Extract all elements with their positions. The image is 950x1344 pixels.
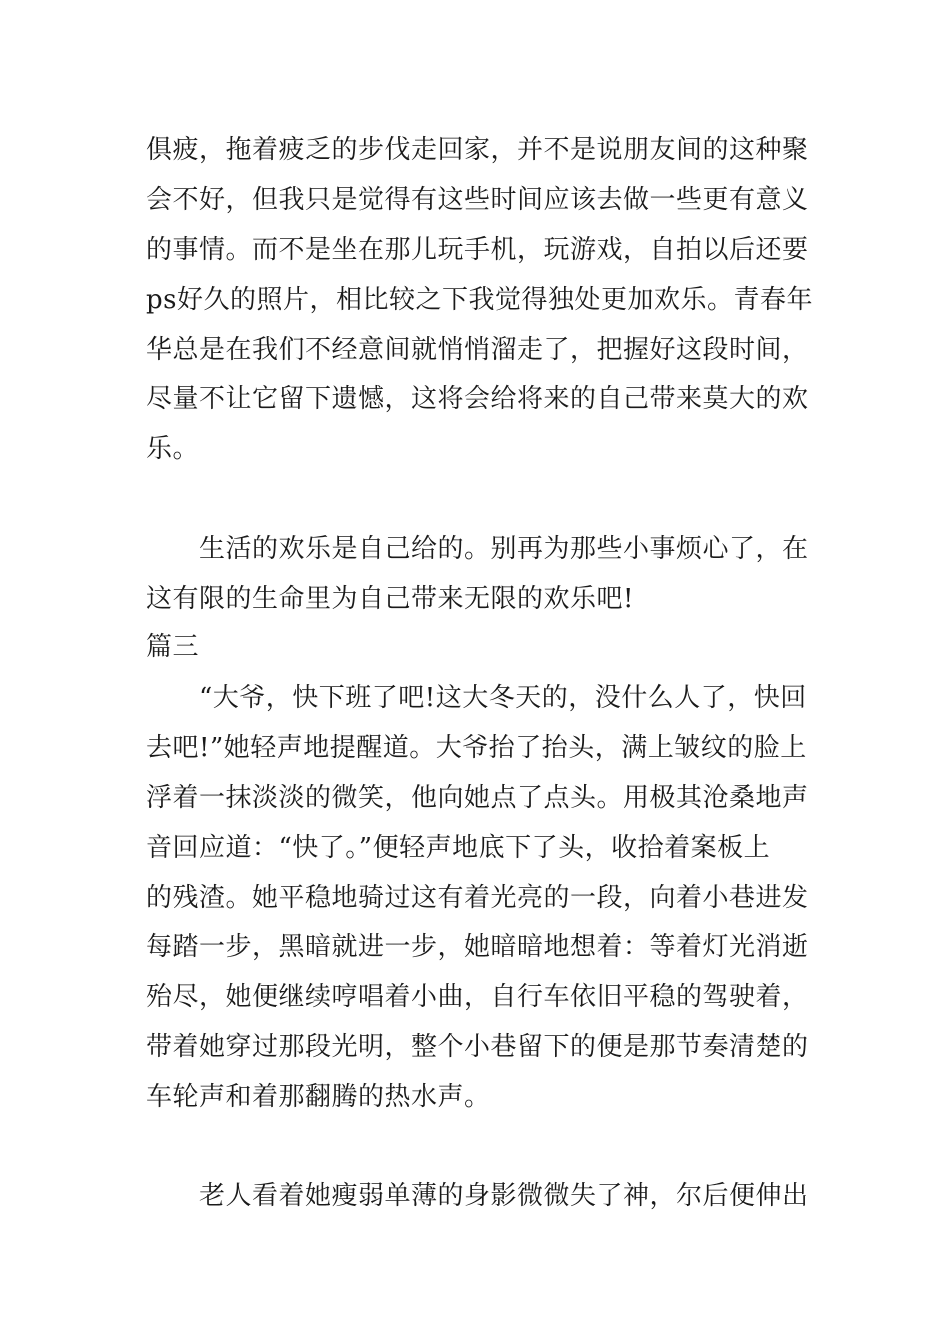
text-line: 殆尽，她便继续哼唱着小曲，自行车依旧平稳的驾驶着，: [146, 982, 809, 1012]
text-line: 带着她穿过那段光明，整个小巷留下的便是那节奏清楚的: [146, 1032, 809, 1062]
text-line: ps好久的照片，相比较之下我觉得独处更加欢乐。青春年: [146, 285, 813, 315]
text-line: 尽量不让它留下遗憾，这将会给将来的自己带来莫大的欢: [146, 384, 809, 414]
text-line: 车轮声和着那翻腾的热水声。: [146, 1082, 491, 1112]
text-line: 华总是在我们不经意间就悄悄溜走了，把握好这段时间，: [146, 335, 809, 365]
text-line: 的事情。而不是坐在那儿玩手机，玩游戏，自拍以后还要: [146, 235, 809, 265]
text-line: 这有限的生命里为自己带来无限的欢乐吧!: [146, 584, 634, 614]
text-line: 生活的欢乐是自己给的。别再为那些小事烦心了，在: [146, 534, 809, 564]
text-line: 的残渣。她平稳地骑过这有着光亮的一段，向着小巷进发: [146, 883, 809, 913]
text-line: “大爷，快下班了吧!这大冬天的，没什么人了，快回: [146, 683, 807, 713]
text-line: 每踏一步，黑暗就进一步，她暗暗地想着：等着灯光消逝: [146, 932, 809, 962]
section-heading: 篇三: [146, 632, 200, 662]
text-line: 会不好，但我只是觉得有这些时间应该去做一些更有意义: [146, 185, 809, 215]
text-line: 乐。: [146, 434, 200, 464]
text-line: 浮着一抹淡淡的微笑，他向她点了点头。用极其沧桑地声: [146, 783, 809, 813]
text-line: 音回应道：“快了。”便轻声地底下了头，收拾着案板上: [146, 833, 771, 863]
text-line: 俱疲，拖着疲乏的步伐走回家，并不是说朋友间的这种聚: [146, 135, 809, 165]
text-line: 去吧!”她轻声地提醒道。大爷抬了抬头，满上皱纹的脸上: [146, 733, 807, 763]
text-line: 老人看着她瘦弱单薄的身影微微失了神，尔后便伸出: [146, 1181, 809, 1211]
